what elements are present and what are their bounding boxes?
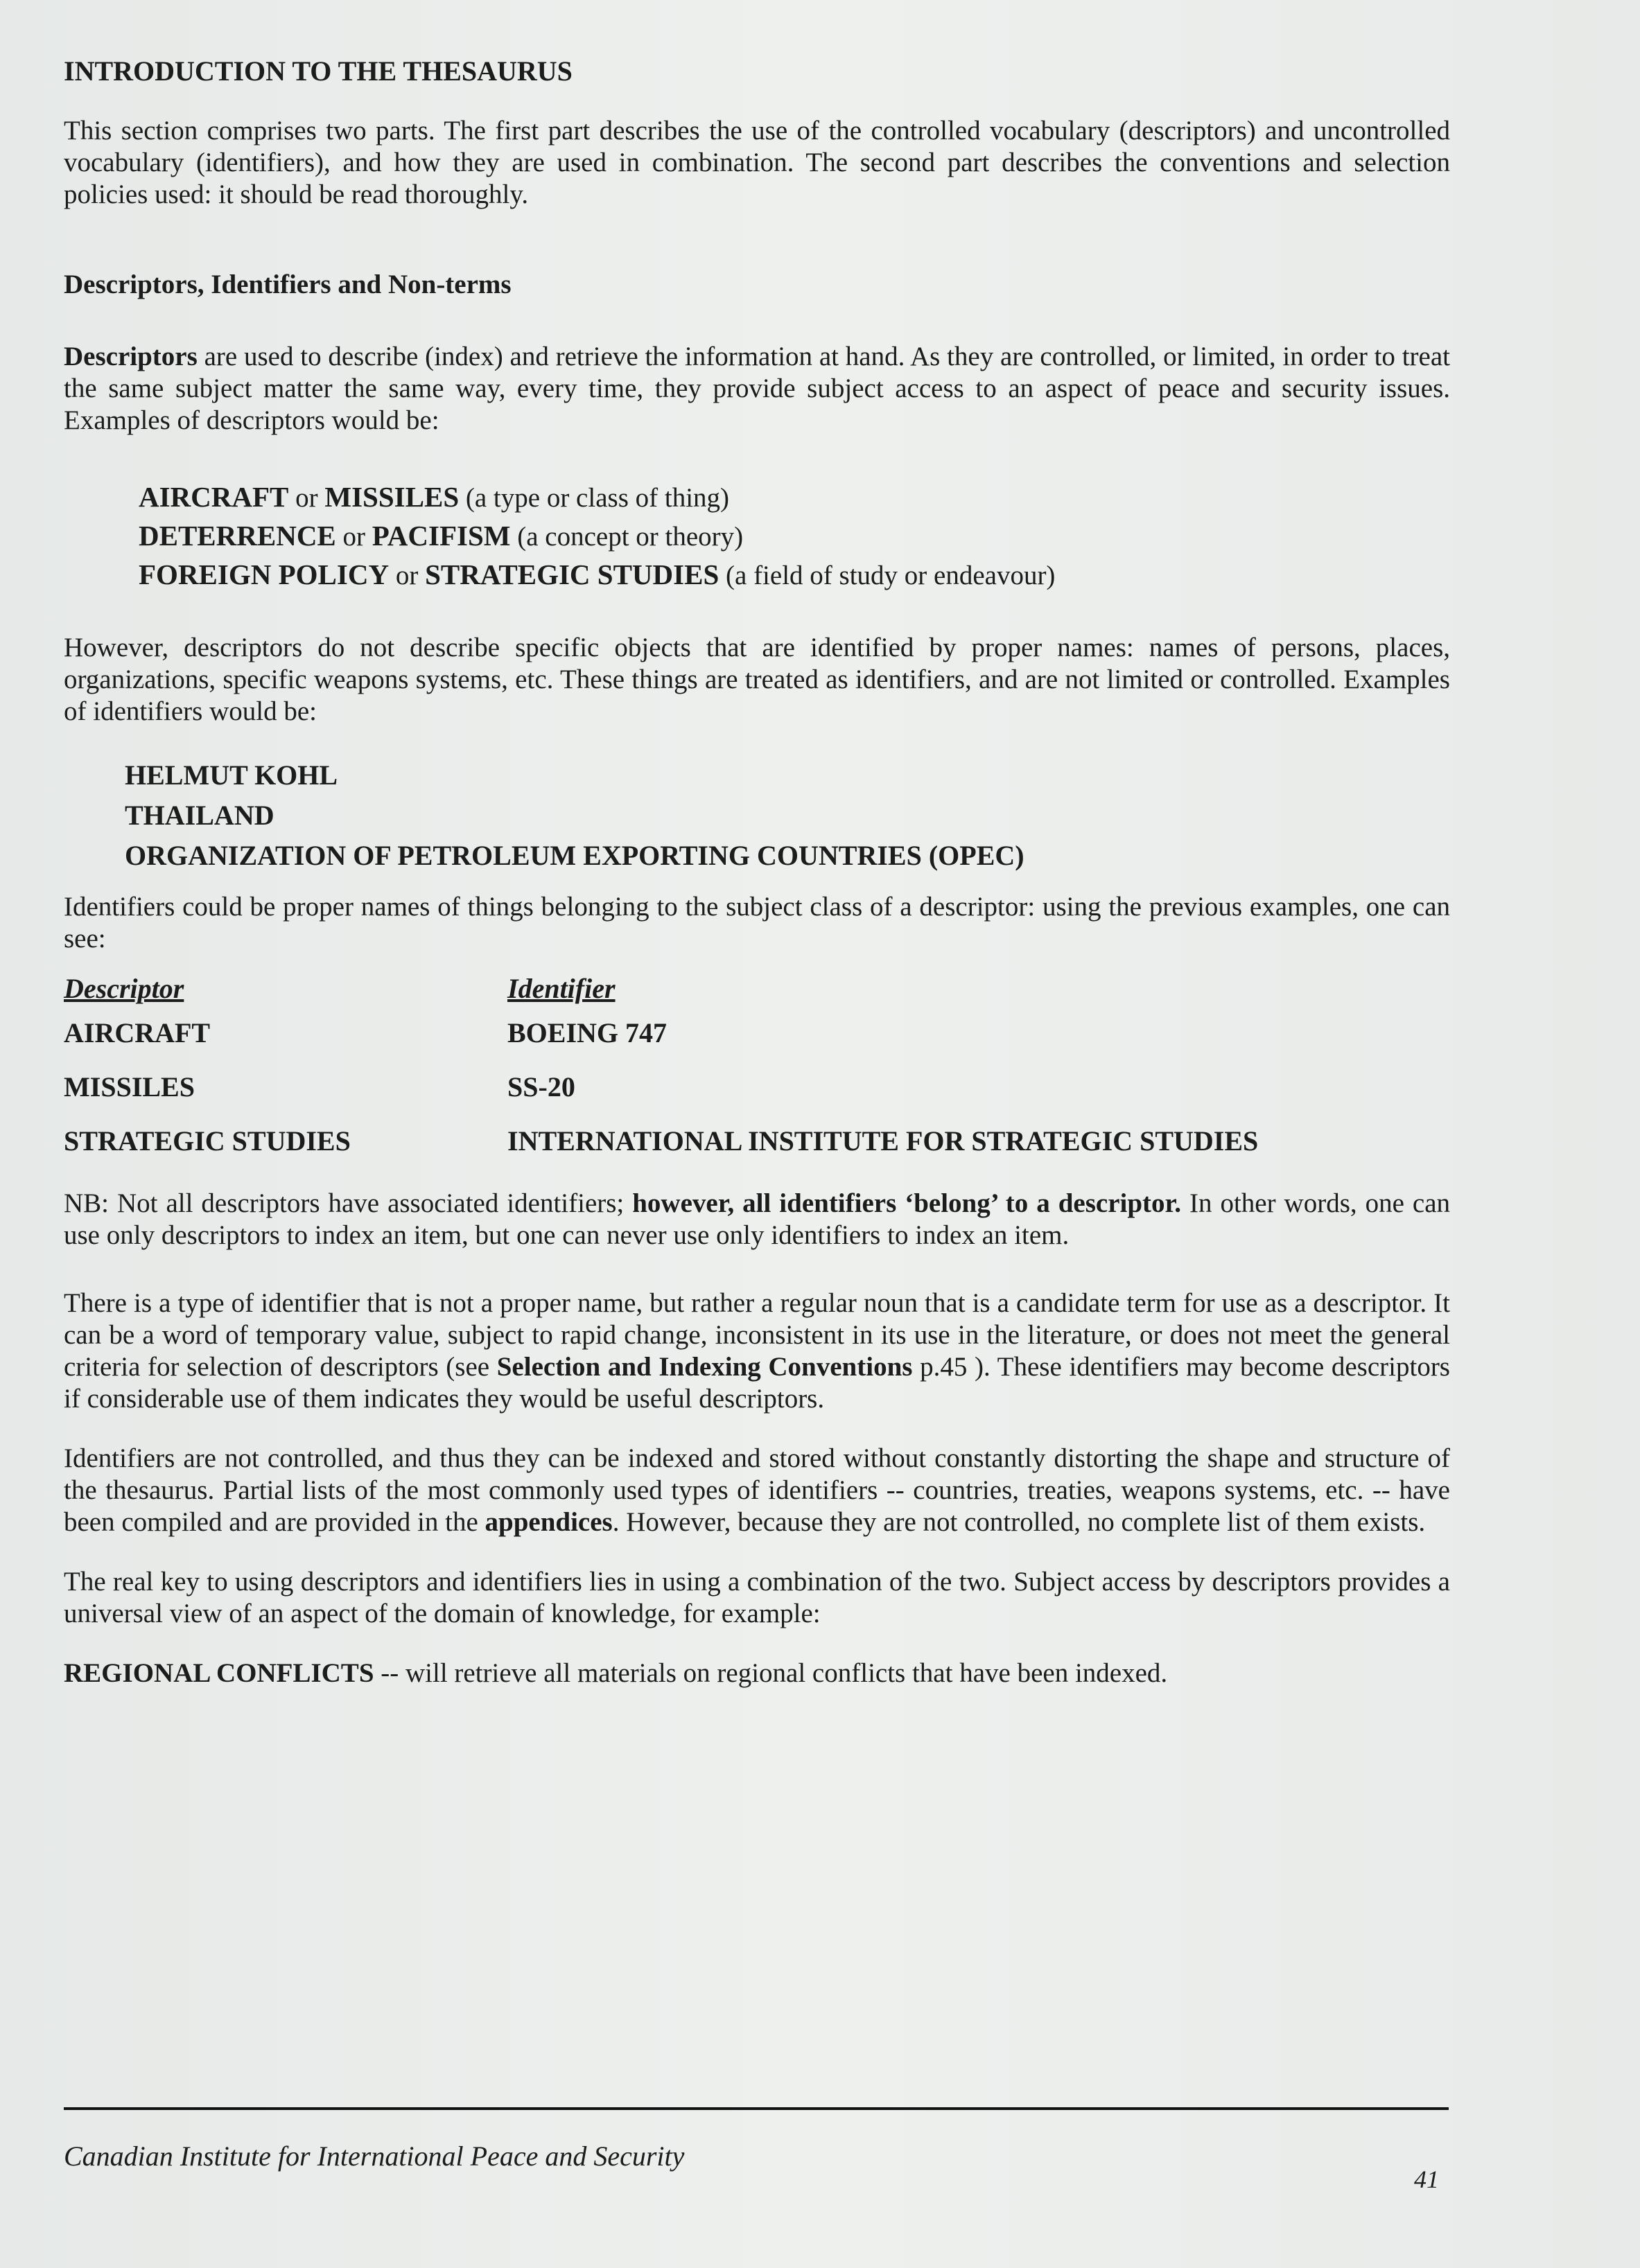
identifier-example: THAILAND <box>125 800 274 831</box>
page-body <box>64 55 1450 1717</box>
identifier-column-header: Identifier <box>507 973 616 1004</box>
identifier-example: ORGANIZATION OF PETROLEUM EXPORTING COUNTRIES (OPEC) <box>125 840 1024 871</box>
descriptor-examples <box>139 481 1450 592</box>
descriptor-example: DETERRENCE or PACIFISM (a concept or theory) <box>139 520 744 552</box>
regional-conflicts-paragraph: REGIONAL CONFLICTS -- will retrieve all materials on regional conflicts that have been indexed. <box>64 1658 1168 1688</box>
however-paragraph: However, descriptors do not describe specific objects that are identified by proper names: names of persons, places, organizations, specific weapons systems, etc. These things are treated as identifiers, and are not limited or controlled. Examples of identifiers would be: <box>64 633 1450 726</box>
footer-institution: Canadian Institute for International Peace and Security <box>64 2140 685 2172</box>
descriptors-paragraph <box>64 341 1450 437</box>
footer-rule <box>64 2107 1449 2110</box>
nb-paragraph: NB: Not all descriptors have associated identifiers; however, all identifiers ‘belong’ to a descriptor. In other words, one can use only descriptors to index an item, but one can never use only identifiers to index an item. <box>64 1188 1451 1250</box>
page-number: 41 <box>1414 2165 1439 2193</box>
identifier-type-paragraph: There is a type of identifier that is not a proper name, but rather a regular noun that is a candidate term for use as a descriptor. It can be a word of temporary value, subject to rapid change, inconsistent in its use in the literature, or does not meet the general criteria for selection of descriptors (see Selection and Indexing Conventions p.45 ). These identifiers may become descriptors if considerable use of them indicates they would be useful descriptors. <box>64 1288 1450 1414</box>
table-row: STRATEGIC STUDIES INTERNATIONAL INSTITUTE FOR STRATEGIC STUDIES <box>64 1125 1259 1157</box>
intro-paragraph: This section comprises two parts. The first part describes the use of the controlled vocabulary (descriptors) and uncontrolled vocabulary (identifiers), and how they are used in combination. The second part describes the conventions and selection policies used: it should be read thoroughly. <box>64 116 1450 209</box>
descriptor-example: AIRCRAFT or MISSILES (a type or class of thing) <box>139 481 730 513</box>
descriptor-column-header: Descriptor <box>64 973 184 1004</box>
identifiers-paragraph: Identifiers could be proper names of things belonging to the subject class of a descriptor: using the previous examples, one can see: <box>64 892 1450 953</box>
descriptor-example: FOREIGN POLICY or STRATEGIC STUDIES (a field of study or endeavour) <box>139 559 1056 590</box>
table-row: MISSILES SS-20 <box>64 1071 575 1102</box>
descriptors-lead: Descriptors <box>64 342 198 371</box>
descriptors-text: are used to describe (index) and retrieve the information at hand. As they are controlled, or limited, in order to treat the same subject matter the same way, every time, they provide subject access to an aspect of peace and security issues. Examples of descriptors would be: <box>64 342 1450 435</box>
table-header-row <box>64 973 1450 1017</box>
identifier-example: HELMUT KOHL <box>125 759 338 791</box>
table-row: AIRCRAFT BOEING 747 <box>64 1017 668 1048</box>
subheading: Descriptors, Identifiers and Non-terms <box>64 270 512 299</box>
descriptor-identifier-table <box>64 973 1450 1167</box>
section-heading: INTRODUCTION TO THE THESAURUS <box>64 55 573 87</box>
key-paragraph: The real key to using descriptors and identifiers lies in using a combination of the two. Subject access by descriptors provides a universal view of an aspect of the domain of knowledge, for example: <box>64 1567 1450 1628</box>
not-controlled-paragraph: Identifiers are not controlled, and thus they can be indexed and stored without constantly distorting the shape and structure of the thesaurus. Partial lists of the most commonly used types of identifiers -- countries, treaties, weapons systems, etc. -- have been compiled and are provided in the appendices. However, because they are not controlled, no complete list of them exists. <box>64 1443 1450 1537</box>
identifier-examples <box>125 755 1450 876</box>
